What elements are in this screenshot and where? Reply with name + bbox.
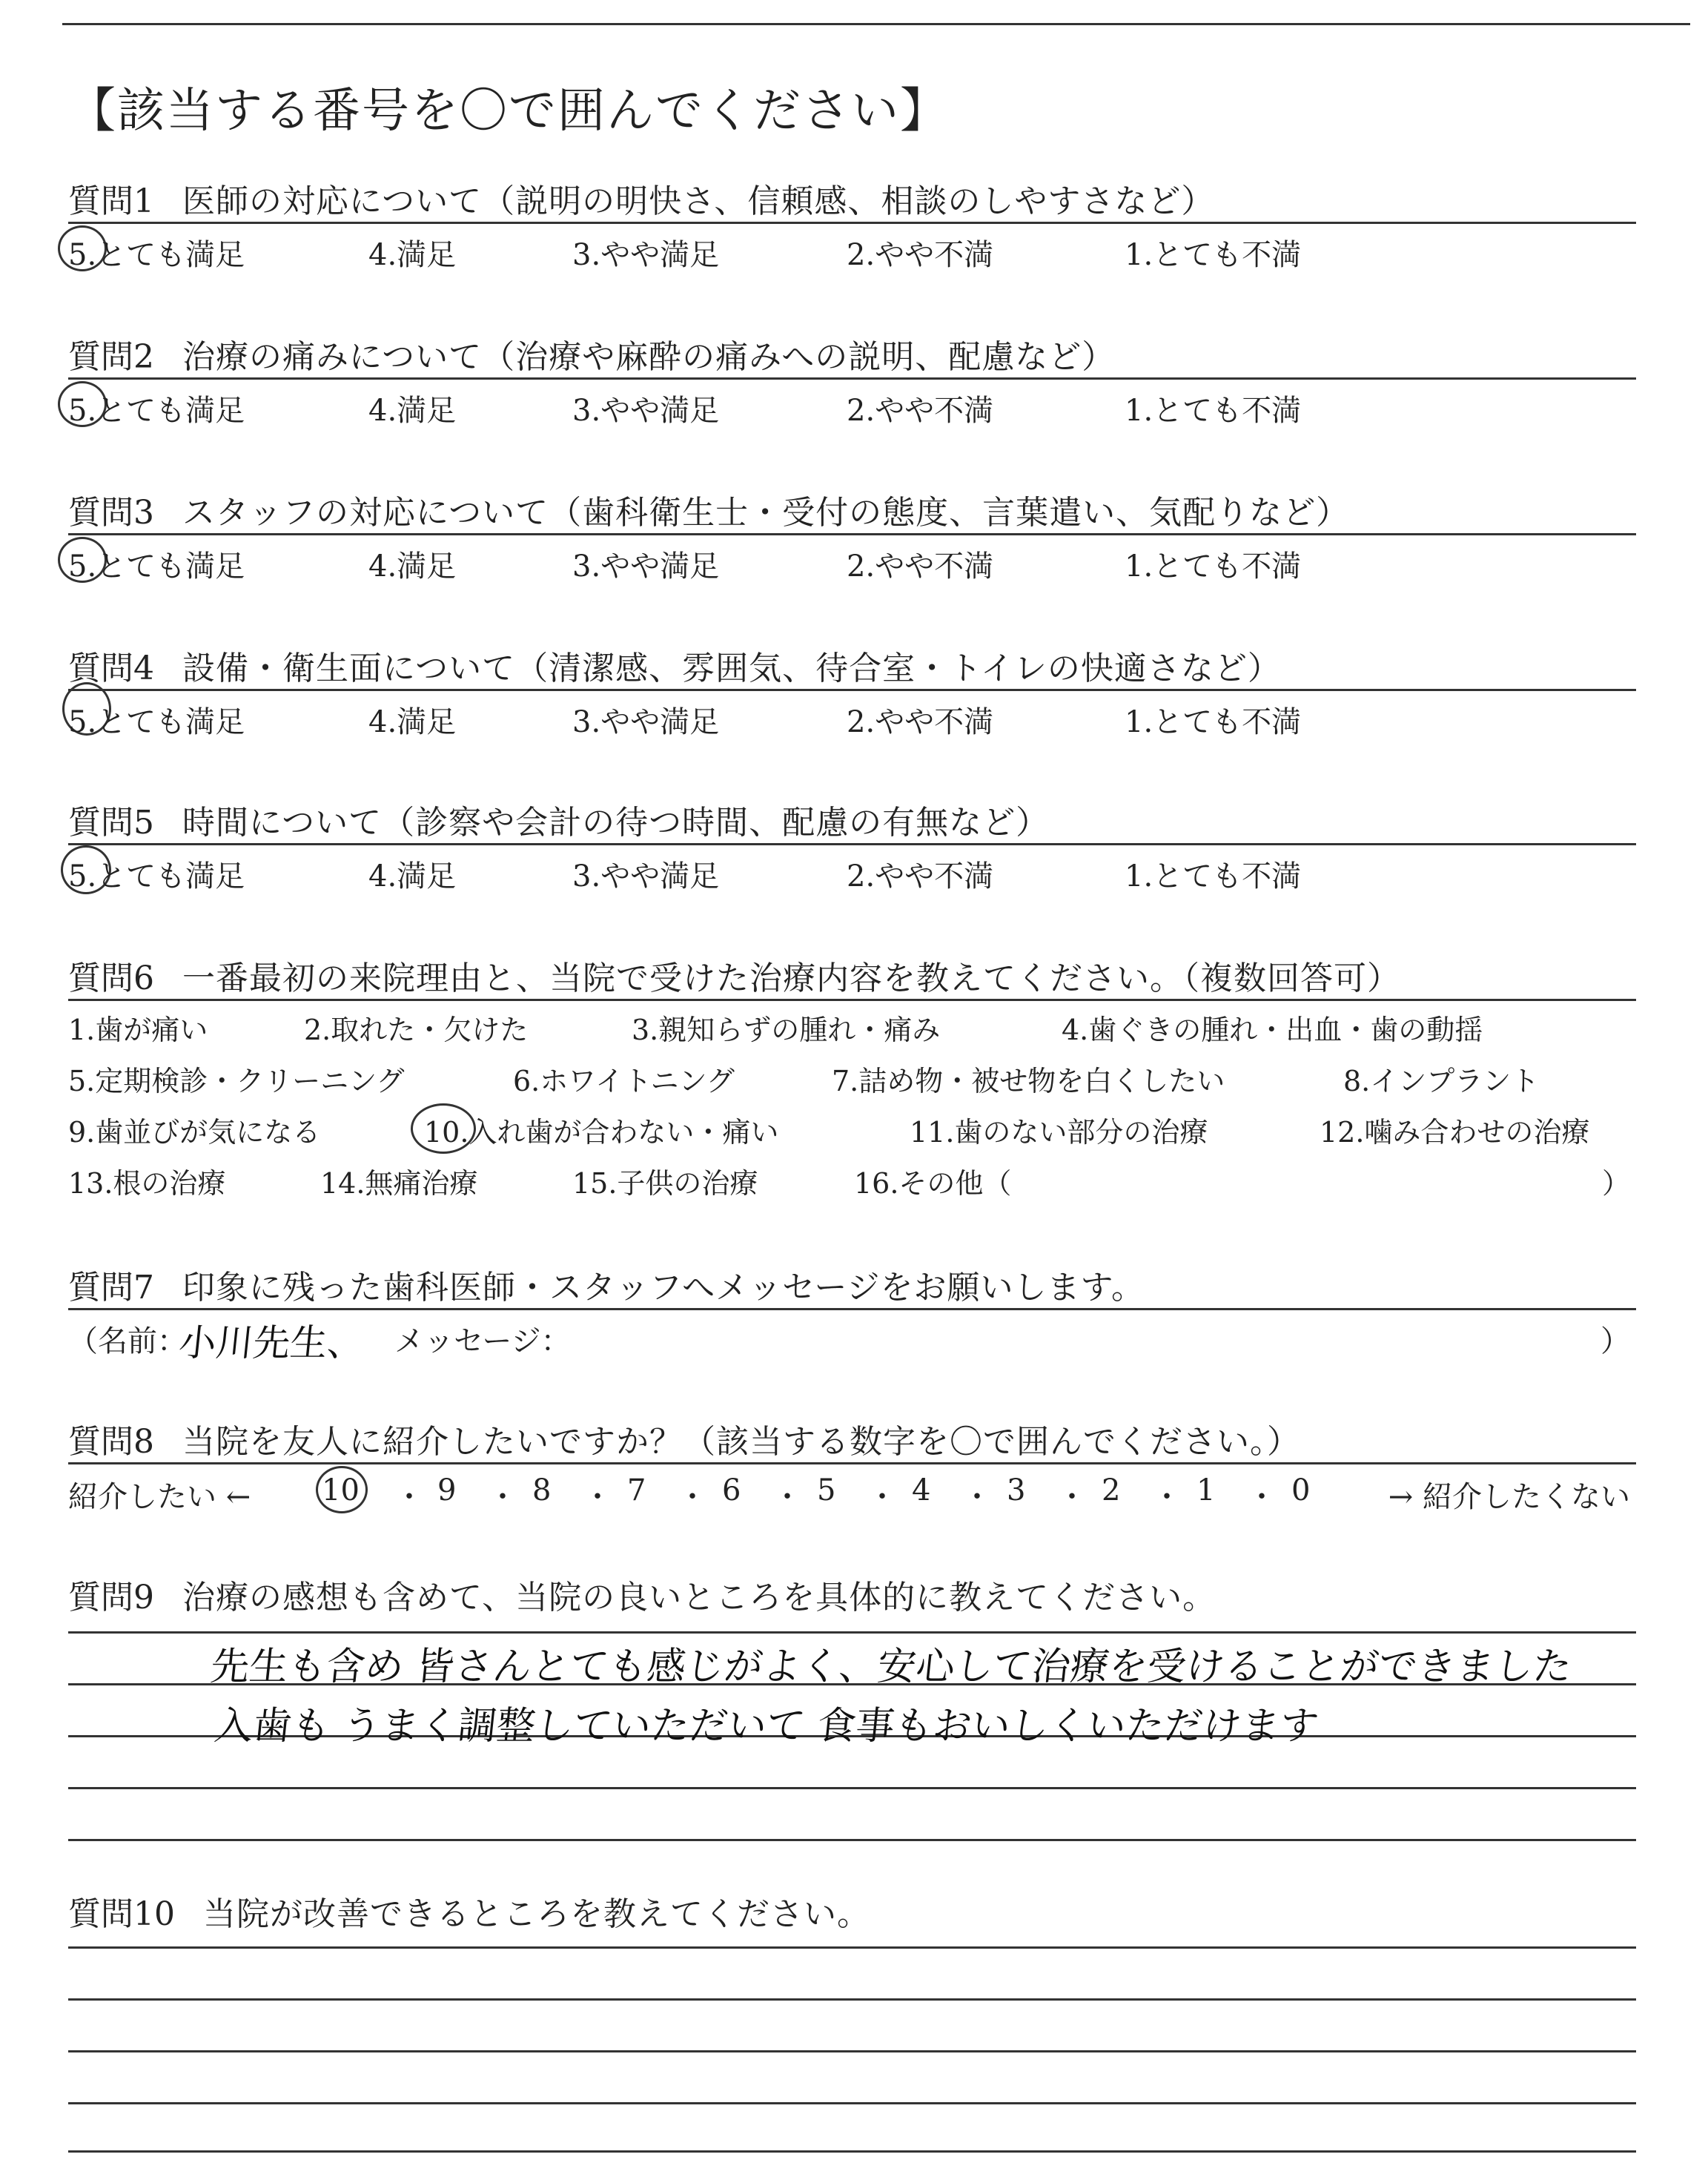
- option-item[interactable]: 1.歯が痛い: [68, 1014, 208, 1046]
- question-3-header: [68, 486, 1636, 535]
- close-paren: ）: [1601, 1324, 1630, 1358]
- option-4[interactable]: 4.満足: [368, 394, 457, 428]
- option-1[interactable]: 1.とても不満: [1125, 238, 1302, 272]
- option-item[interactable]: 16.その他（: [854, 1167, 1012, 1200]
- option-1[interactable]: 1.とても不満: [1125, 394, 1302, 428]
- scale-value[interactable]: 1: [1196, 1473, 1216, 1507]
- name-label: （名前：: [68, 1324, 187, 1358]
- scale-dot: ・: [678, 1480, 707, 1514]
- question-7: [68, 1261, 1636, 1364]
- option-item[interactable]: 13.根の治療: [68, 1167, 226, 1200]
- option-item[interactable]: 10.入れ歯が合わない・痛い: [424, 1116, 779, 1149]
- answer-line: [68, 1631, 1636, 1634]
- option-item[interactable]: 7.詰め物・被せ物を白くしたい: [832, 1065, 1225, 1097]
- question-9: [68, 1571, 1636, 1618]
- question-3-number: 質問3: [68, 494, 154, 532]
- question-5-number: 質問5: [68, 804, 154, 842]
- option-item[interactable]: 11.歯のない部分の治療: [910, 1116, 1208, 1149]
- question-1-options: [68, 224, 1636, 271]
- question-2-options: [68, 380, 1636, 427]
- question-5-options: [68, 845, 1636, 893]
- answer-line: [68, 2150, 1636, 2153]
- question-7-header: [68, 1261, 1636, 1310]
- scale-dot: ・: [583, 1480, 612, 1514]
- scale-dot: ・: [1247, 1480, 1277, 1514]
- answer-line: [68, 1787, 1636, 1789]
- option-item[interactable]: 6.ホワイトニング: [513, 1065, 735, 1097]
- option-item[interactable]: 12.噛み合わせの治療: [1320, 1116, 1590, 1149]
- question-6: [68, 951, 1636, 1206]
- question-5-header: [68, 796, 1636, 845]
- scale-dot: ・: [1152, 1480, 1182, 1514]
- option-5[interactable]: 5.とても満足: [68, 238, 245, 272]
- question-8-text: 当院を友人に紹介したいですか？（該当する数字を〇で囲んでください。）: [182, 1423, 1300, 1461]
- question-3: [68, 486, 1636, 583]
- option-2[interactable]: 2.やや不満: [847, 394, 994, 428]
- question-10: [68, 1887, 1636, 1935]
- scale-dot: ・: [394, 1480, 424, 1514]
- options-row: [68, 1001, 1636, 1052]
- question-10-header: [68, 1887, 1636, 1935]
- option-1[interactable]: 1.とても不満: [1125, 549, 1302, 584]
- question-3-options: [68, 535, 1636, 583]
- option-4[interactable]: 4.満足: [368, 549, 457, 584]
- answer-line: [68, 2050, 1636, 2052]
- option-4[interactable]: 4.満足: [368, 859, 457, 894]
- scale-value[interactable]: 7: [627, 1473, 646, 1507]
- answer-line: [68, 1839, 1636, 1841]
- question-8: [68, 1415, 1636, 1512]
- scale-value[interactable]: 2: [1102, 1473, 1121, 1507]
- question-2-header: [68, 330, 1636, 380]
- question-8-number: 質問8: [68, 1423, 154, 1461]
- option-3[interactable]: 3.やや満足: [572, 394, 720, 428]
- option-item[interactable]: 15.子供の治療: [572, 1167, 758, 1200]
- question-6-options: [68, 1001, 1636, 1206]
- scale-value[interactable]: 4: [912, 1473, 931, 1507]
- option-item[interactable]: 3.親知らずの腫れ・痛み: [632, 1014, 941, 1046]
- question-1: [68, 174, 1636, 271]
- scale-dot: ・: [867, 1480, 897, 1514]
- top-rule: [62, 23, 1690, 25]
- question-10-number: 質問10: [68, 1895, 175, 1933]
- question-4-text: 設備・衛生面について（清潔感、雰囲気、待合室・トイレの快適さなど）: [182, 650, 1281, 687]
- option-3[interactable]: 3.やや満足: [572, 238, 720, 272]
- option-2[interactable]: 2.やや不満: [847, 238, 994, 272]
- question-1-number: 質問1: [68, 182, 154, 220]
- question-6-number: 質問6: [68, 960, 154, 997]
- scale-dot: ・: [962, 1480, 992, 1514]
- handwritten-answer-line-1[interactable]: 先生も含め 皆さんとても感じがよく、安心して治療を受けることができました: [208, 1645, 1575, 1689]
- option-2[interactable]: 2.やや不満: [847, 705, 994, 739]
- handwritten-name[interactable]: 小川先生、: [176, 1321, 367, 1364]
- scale-value[interactable]: 6: [722, 1473, 741, 1507]
- option-3[interactable]: 3.やや満足: [572, 705, 720, 739]
- question-2-number: 質問2: [68, 338, 154, 376]
- option-4[interactable]: 4.満足: [368, 705, 457, 739]
- question-8-header: [68, 1415, 1636, 1464]
- question-10-text: 当院が改善できるところを教えてください。: [203, 1895, 870, 1933]
- question-2: [68, 330, 1636, 427]
- page-title: 【該当する番号を〇で囲んでください】: [68, 84, 949, 139]
- question-7-number: 質問7: [68, 1269, 154, 1307]
- answer-line: [68, 1946, 1636, 1949]
- question-7-text: 印象に残った歯科医師・スタッフへメッセージをお願いします。: [182, 1269, 1145, 1307]
- option-3[interactable]: 3.やや満足: [572, 549, 720, 584]
- question-1-header: [68, 174, 1636, 224]
- question-9-header: [68, 1571, 1636, 1618]
- question-4-options: [68, 691, 1636, 739]
- question-1-text: 医師の対応について（説明の明快さ、信頼感、相談のしやすさなど）: [182, 182, 1215, 220]
- question-6-text: 一番最初の来院理由と、当院で受けた治療内容を教えてください。（複数回答可）: [182, 960, 1400, 997]
- question-4-number: 質問4: [68, 650, 154, 687]
- option-1[interactable]: 1.とても不満: [1125, 859, 1302, 894]
- scale-dot: ・: [488, 1480, 517, 1514]
- options-row: [68, 1155, 1636, 1206]
- scale-value[interactable]: 5: [817, 1473, 836, 1507]
- option-item[interactable]: 2.取れた・欠けた: [304, 1014, 529, 1046]
- option-item[interactable]: 4.歯ぐきの腫れ・出血・歯の動揺: [1062, 1014, 1483, 1046]
- question-9-number: 質問9: [68, 1579, 154, 1616]
- scale-dot: ・: [1057, 1480, 1087, 1514]
- handwritten-answer-line-2[interactable]: 入歯も うまく調整していただいて 食事もおいしくいただけます: [212, 1704, 1321, 1748]
- recommend-scale: [68, 1464, 1636, 1512]
- question-4: [68, 641, 1636, 739]
- option-5[interactable]: 5.とても満足: [68, 705, 245, 739]
- answer-line: [68, 1998, 1636, 2001]
- option-3[interactable]: 3.やや満足: [572, 859, 720, 894]
- close-paren: ）: [1601, 1167, 1630, 1200]
- question-6-header: [68, 951, 1636, 1001]
- option-item[interactable]: 9.歯並びが気になる: [68, 1116, 321, 1149]
- question-4-header: [68, 641, 1636, 691]
- option-2[interactable]: 2.やや不満: [847, 549, 994, 584]
- option-4[interactable]: 4.満足: [368, 238, 457, 272]
- question-7-answer: [68, 1310, 1636, 1364]
- scale-value[interactable]: 3: [1007, 1473, 1026, 1507]
- option-item[interactable]: 14.無痛治療: [320, 1167, 478, 1200]
- scale-value[interactable]: 8: [532, 1473, 552, 1507]
- answer-line: [68, 2102, 1636, 2104]
- question-5-text: 時間について（診察や会計の待つ時間、配慮の有無など）: [182, 804, 1050, 842]
- scale-right-label: → 紹介したくない: [1388, 1480, 1630, 1514]
- scale-value[interactable]: 0: [1291, 1473, 1311, 1507]
- scale-dot: ・: [772, 1480, 802, 1514]
- option-item[interactable]: 8.インプラント: [1343, 1065, 1540, 1097]
- options-row: [68, 1052, 1636, 1103]
- option-item[interactable]: 5.定期検診・クリーニング: [68, 1065, 405, 1097]
- scale-value[interactable]: 10: [322, 1473, 360, 1507]
- scale-value[interactable]: 9: [437, 1473, 457, 1507]
- message-label: メッセージ：: [394, 1324, 571, 1358]
- option-5[interactable]: 5.とても満足: [68, 549, 245, 584]
- question-9-text: 治療の感想も含めて、当院の良いところを具体的に教えてください。: [182, 1579, 1217, 1616]
- option-2[interactable]: 2.やや不満: [847, 859, 994, 894]
- option-1[interactable]: 1.とても不満: [1125, 705, 1302, 739]
- scale-left-label: 紹介したい ←: [68, 1480, 251, 1514]
- option-5[interactable]: 5.とても満足: [68, 394, 245, 428]
- options-row: [68, 1103, 1636, 1155]
- question-3-text: スタッフの対応について（歯科衛生士・受付の態度、言葉遣い、気配りなど）: [182, 494, 1350, 532]
- question-2-text: 治療の痛みについて（治療や麻酔の痛みへの説明、配慮など）: [182, 338, 1116, 376]
- option-5[interactable]: 5.とても満足: [68, 859, 245, 894]
- question-5: [68, 796, 1636, 893]
